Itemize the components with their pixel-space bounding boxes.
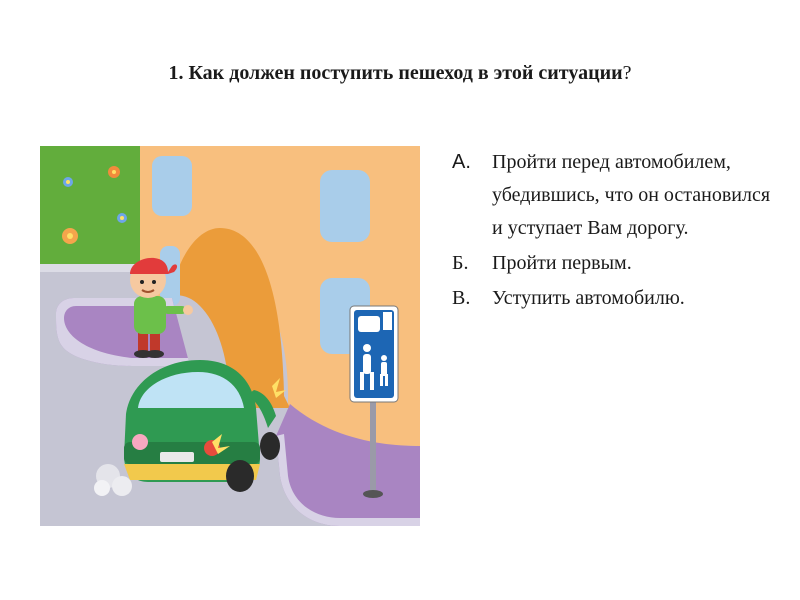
flower-icon [117,213,127,223]
answer-option-c[interactable] [452,282,772,315]
question-text: 1. Как должен поступить пешеход в этой ситуации [168,62,623,84]
traffic-scene [40,146,420,526]
answer-text: Пройти первым. [492,252,632,274]
answer-text: Пройти перед автомобилем, убедившись, что он остановился и уступает Вам дорогу. [492,151,771,239]
answer-letter: Б. [452,252,469,274]
flower-icon [62,228,78,244]
answer-letter: В. [452,287,471,309]
grass-lawn [40,146,140,268]
flower-icon [108,166,120,178]
traffic-illustration [40,146,420,526]
flower-icon [63,177,73,187]
answer-letter: А. [452,151,471,173]
answer-text: Уступить автомобилю. [492,287,685,309]
answer-option-b[interactable] [452,247,772,280]
question-mark: ? [622,62,632,84]
grass-curb [40,264,140,272]
answer-option-a[interactable] [452,146,772,245]
answer-list [452,146,772,315]
question-title [0,62,800,85]
